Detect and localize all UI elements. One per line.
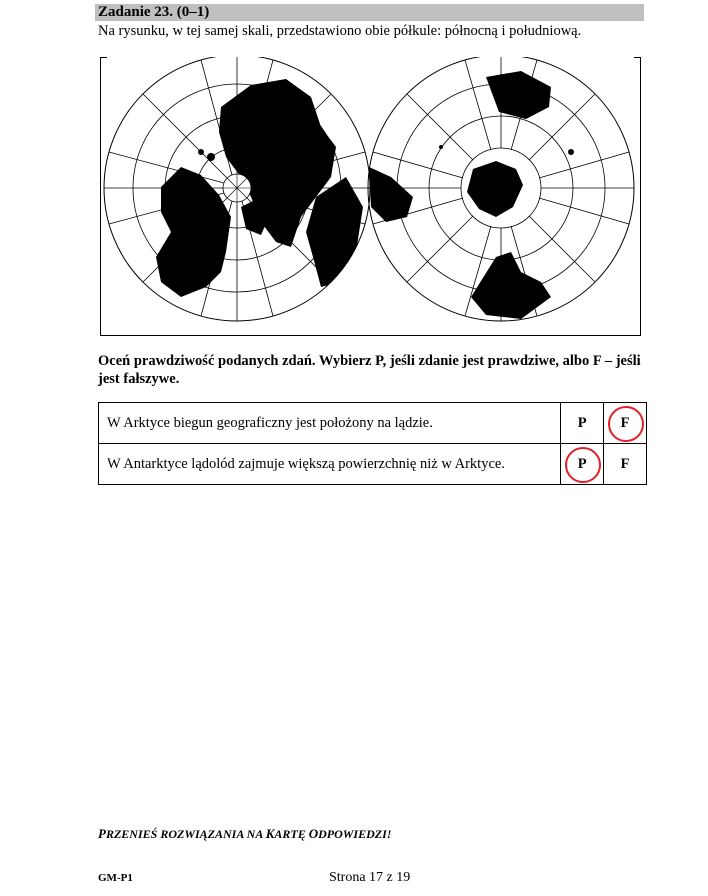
option-f-2-label: F [620,455,630,472]
transfer-answers-note: PRZENIEŚ ROZWIĄZANIA NA KARTĘ ODPOWIEDZI! [98,826,392,841]
statement-2: W Antarktyce lądolód zajmuje większą powierzchnię niż w Arktyce. [99,444,561,485]
hemispheres-map [101,57,640,335]
option-f-1[interactable] [604,403,647,444]
task-intro: Na rysunku, w tej samej skali, przedstawiono obie półkule: północną i południową. [98,23,582,39]
option-f-2[interactable] [604,444,647,485]
exam-code: GM-P1 [98,872,133,884]
instruction-text: Oceń prawdziwość podanych zdań. Wybierz P, jeśli zdanie jest prawdziwe, albo F – jeśli jest fałszywe. [98,353,641,387]
northern-hemisphere [104,57,370,321]
option-f-1-label: F [620,414,630,431]
selected-answer-circle [565,447,601,483]
option-p-1[interactable] [561,403,604,444]
southern-landmasses [369,71,574,319]
option-p-2[interactable] [561,444,604,485]
option-p-1-label: P [577,414,587,431]
statement-1: W Arktyce biegun geograficzny jest położony na lądzie. [99,403,561,444]
map-frame [100,57,641,336]
table-row [99,403,647,444]
true-false-table [98,402,647,485]
page-number: Strona 17 z 19 [329,870,411,885]
southern-hemisphere [368,57,634,321]
selected-answer-circle [608,406,644,442]
task-title: Zadanie 23. (0–1) [98,4,210,20]
table-row [99,444,647,485]
option-p-2-label: P [577,455,587,472]
